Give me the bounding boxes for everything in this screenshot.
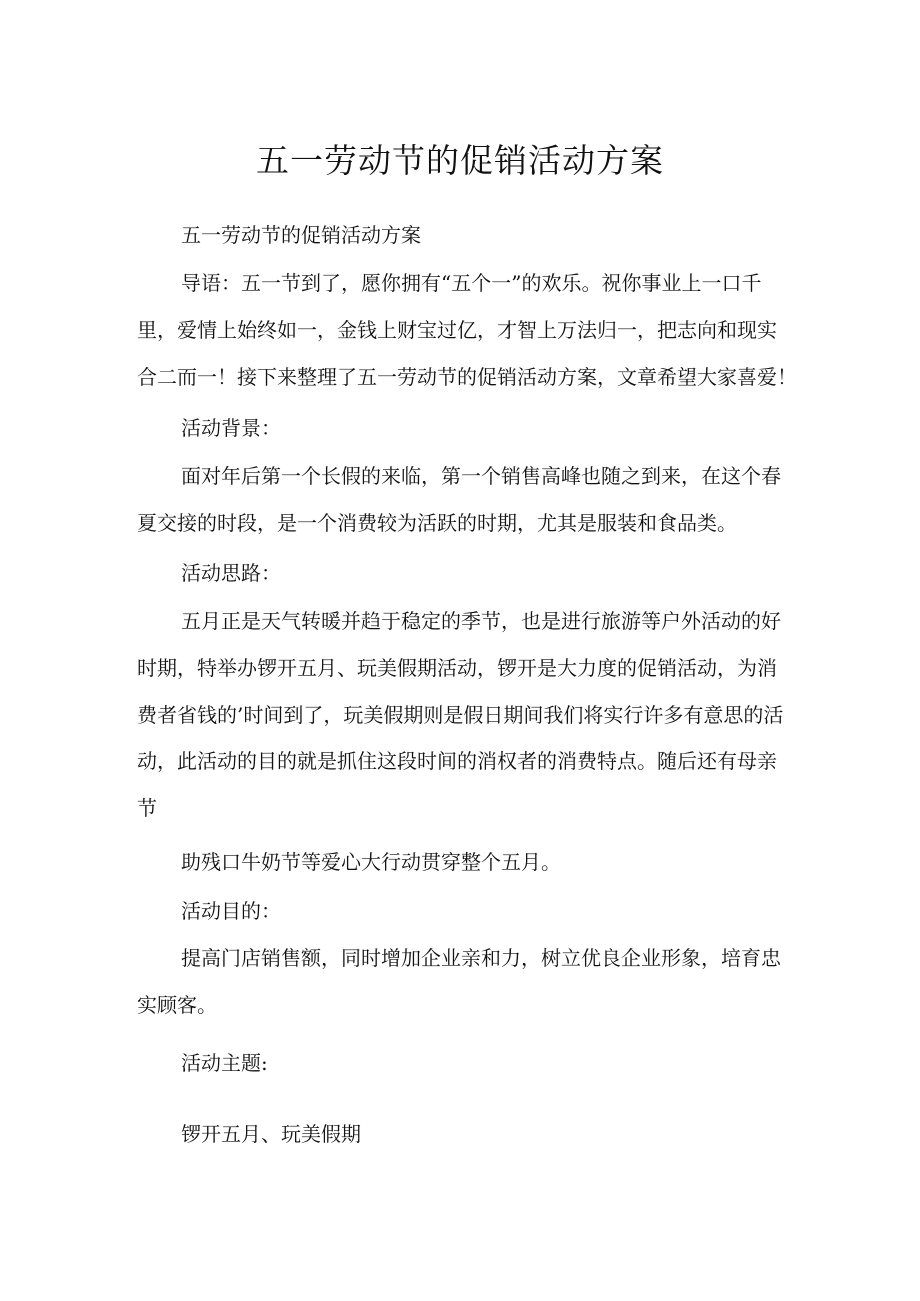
paragraph-approach <box>137 598 797 832</box>
text-line: 活动思路： <box>181 561 281 585</box>
document-title: 五一劳动节的促销活动方案 <box>256 141 664 180</box>
text-line: 活动目的： <box>181 899 281 923</box>
text-line: 活动主题: <box>181 1051 268 1075</box>
text-line: 合二而一！接下来整理了五一劳动节的促销活动方案，文章希望大家喜爱！ <box>137 364 797 389</box>
text-line: 活动背景： <box>181 416 281 440</box>
text-line: 面对年后第一个长假的来临，第一个销售高峰也随之到来，在这个春 <box>181 464 781 488</box>
text-line: 动，此活动的目的就是抓住这段时间的消权者的消费特点。随后还有母亲 <box>137 749 777 774</box>
section-heading-theme <box>137 1040 797 1087</box>
text-line: 锣开五月、玩美假期 <box>181 1122 361 1146</box>
text-line: 实顾客。 <box>137 992 217 1017</box>
text-line: 助残口牛奶节等爱心大行动贯穿整个五月。 <box>181 850 561 874</box>
section-heading-goal <box>137 888 797 935</box>
section-heading-approach <box>137 550 797 597</box>
text-line: 五月正是天气转暖并趋于稳定的季节，也是进行旅游等户外活动的好 <box>181 609 781 633</box>
text-line: 里，爱情上始终如一，金钱上财宝过亿，才智上万法归一，把志向和现实 <box>137 317 777 342</box>
paragraph-charity <box>137 839 797 886</box>
section-heading-background <box>137 405 797 452</box>
paragraph-background <box>137 453 797 547</box>
text-line: 时期，特举办锣开五月、玩美假期活动，锣开是大力度的促销活动，为消 <box>137 655 777 680</box>
text-line: 提高门店销售额，同时增加企业亲和力，树立优良企业形象，培育忠 <box>181 946 781 970</box>
text-line: 节 <box>137 796 157 821</box>
paragraph-goal <box>137 935 797 1029</box>
paragraph-subtitle <box>137 212 797 259</box>
text-line: 五一劳动节的促销活动方案 <box>181 223 421 247</box>
text-line: 导语：五一节到了，愿你拥有“五个一”的欢乐。祝你事业上一口千 <box>181 271 762 295</box>
text-line: 夏交接的时段，是一个消费较为活跃的时期，尤其是服装和食品类。 <box>137 510 737 535</box>
text-line: 费者省钱的’时间到了，玩美假期则是假日期间我们将实行许多有意思的活 <box>137 702 784 727</box>
paragraph-theme <box>137 1111 797 1158</box>
paragraph-intro <box>137 260 797 400</box>
